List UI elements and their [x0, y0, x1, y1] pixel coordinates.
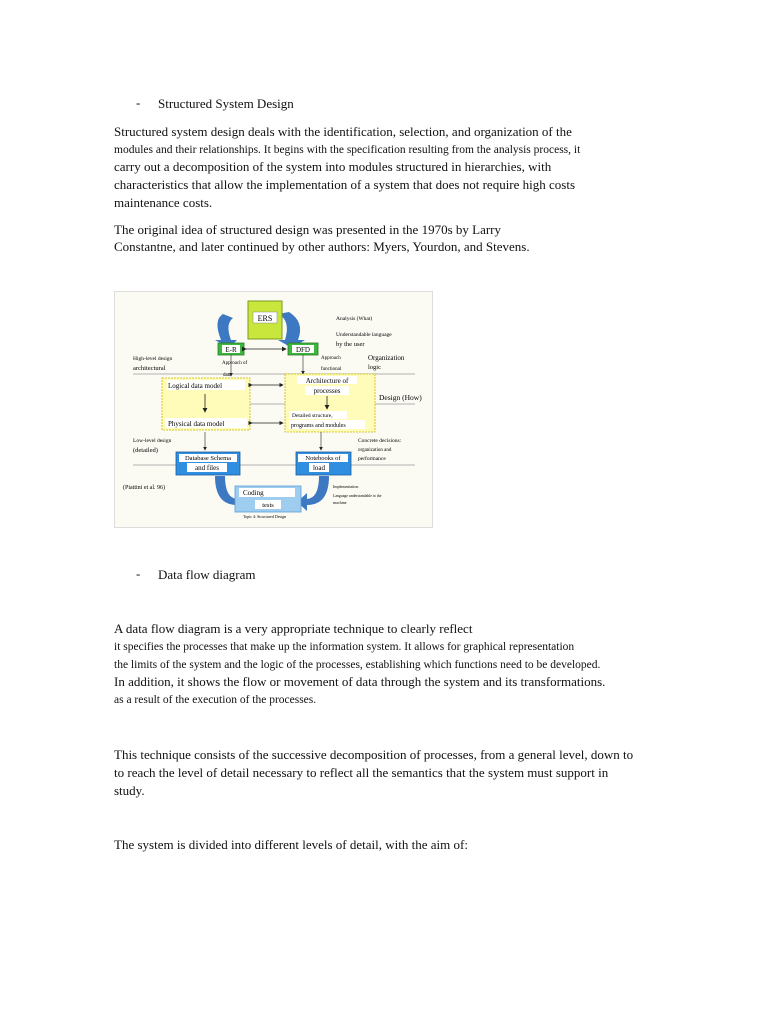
flow-arrow-nb-coding: [297, 476, 329, 511]
data-design-group: [162, 378, 250, 430]
text-line: the limits of the system and the logic of the processes, establishing which functions need to be developed.: [114, 659, 601, 671]
er-box: [218, 343, 244, 355]
org-label: Organization: [368, 354, 405, 362]
citation-label: (Piattini et al. 96): [123, 485, 165, 491]
impl-language-label: Language understandable to the: [333, 494, 382, 498]
figure-caption: Topic 4: Structured Design: [243, 514, 287, 519]
notebooks-label-2: load: [312, 464, 326, 472]
by-user-label: by the user: [336, 341, 365, 348]
dfd-label: DFD: [295, 346, 311, 354]
text-line: to reach the level of detail necessary to reflect all the semantics that the system must support in: [114, 765, 609, 780]
concrete-label: Concrete decisions:: [358, 438, 402, 444]
bullet-dash: -: [136, 95, 141, 110]
db-label: Database Schema: [184, 455, 232, 462]
impl-machine-label: machine: [333, 500, 347, 505]
text-line: A data flow diagram is a very appropriate technique to clearly reflect: [114, 621, 473, 636]
section-heading-structured-design: Structured System Design: [158, 96, 294, 111]
er-label: E-R: [225, 346, 237, 354]
text-line: Structured system design deals with the identification, selection, and organization of the: [114, 124, 572, 139]
text-line: The original idea of structured design was presented in the 1970s by Larry: [114, 222, 501, 237]
text-line: maintenance costs.: [114, 195, 213, 210]
org-label-2: logic: [368, 364, 381, 371]
low-level-label: Low-level design: [133, 438, 172, 444]
coding-label: Coding: [243, 489, 264, 497]
arch-label-2: processes: [313, 387, 341, 395]
high-level-label: High-level design: [133, 356, 173, 362]
db-label-2: and files: [195, 464, 219, 472]
notebooks-label: Notebooks of: [305, 455, 341, 462]
physical-model-label: Physical data model: [168, 420, 225, 428]
database-schema-box: [176, 452, 240, 475]
approach-data-label-2: data: [223, 373, 232, 378]
notebooks-box: [296, 452, 351, 475]
text-line: study.: [114, 783, 145, 798]
arch-label: Architecture of: [305, 377, 349, 385]
text-line: characteristics that allow the implementation of a system that does not require high costs: [114, 177, 576, 192]
implementation-label: Implementation: [333, 484, 359, 489]
approach-func-label-2: functional: [321, 367, 342, 372]
low-level-label-2: (detailed): [133, 447, 158, 454]
bullet-dash: -: [136, 566, 141, 581]
text-line: Constantne, and later continued by other authors: Myers, Yourdon, and Stevens.: [114, 239, 530, 254]
dfd-box: [288, 343, 318, 355]
text-line: The system is divided into different levels of detail, with the aim of:: [114, 837, 468, 852]
text-line: it specifies the processes that make up the information system. It allows for graphical representation: [114, 641, 575, 653]
text-line: This technique consists of the successive decomposition of processes, from a general level, down to: [114, 747, 634, 762]
concrete-label-2: organization and: [358, 448, 392, 453]
process-design-group: [285, 374, 375, 432]
approach-data-label: Approach of: [222, 361, 248, 366]
architectural-label: architectural: [133, 365, 166, 372]
logical-model-label: Logical data model: [168, 382, 223, 390]
text-line: modules and their relationships. It begins with the specification resulting from the analysis process, it: [114, 144, 581, 156]
concrete-label-3: performance: [358, 456, 386, 462]
detailed-label-2: programs and modules: [291, 423, 346, 429]
text-line: carry out a decomposition of the system into modules structured in hierarchies, with: [114, 159, 552, 174]
ers-box: [248, 301, 282, 339]
tests-label: tests: [262, 502, 274, 509]
ers-label: ERS: [257, 314, 273, 323]
coding-box: [235, 486, 301, 512]
understandable-label: Understandable language: [336, 332, 392, 338]
structured-design-diagram: [114, 291, 433, 528]
text-line: as a result of the execution of the processes.: [114, 694, 317, 706]
design-how-label: Design (How): [379, 393, 422, 402]
section-heading-dfd: Data flow diagram: [158, 567, 256, 582]
approach-func-label: Approach: [321, 356, 341, 361]
text-line: In addition, it shows the flow or movement of data through the system and its transformations.: [114, 674, 606, 689]
analysis-label: Analysis (What): [336, 316, 373, 322]
detailed-label: Detailed structure,: [292, 413, 333, 419]
